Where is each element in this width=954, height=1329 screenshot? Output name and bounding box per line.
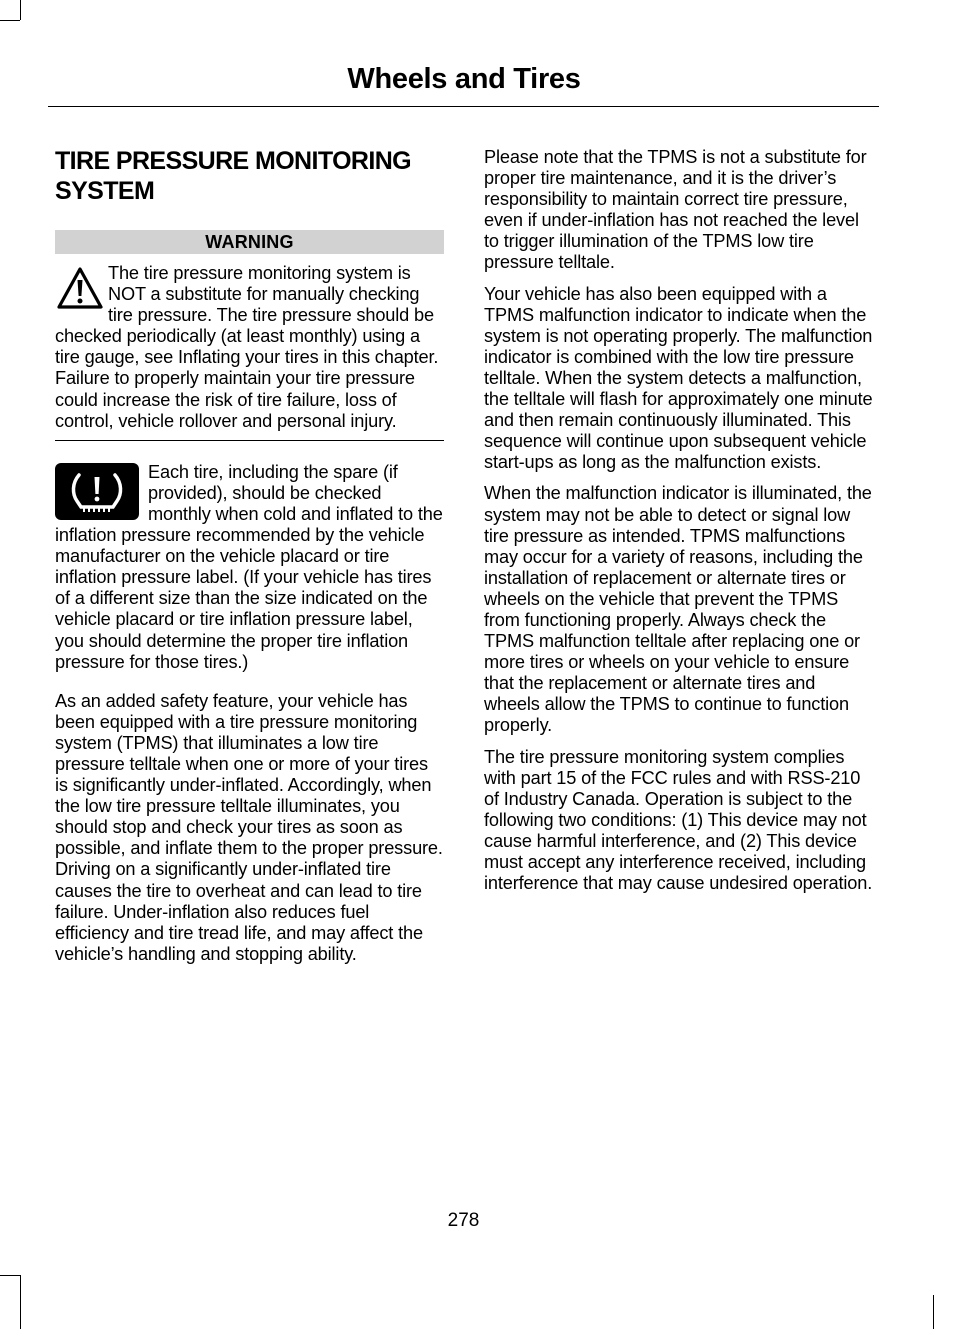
crop-mark-top-left-horizontal (0, 20, 20, 21)
paragraph: Please note that the TPMS is not a substitute for proper tire maintenance, and it is the driver’s responsibility to maintain correct tire pressure, even if under-inflation has not reached the level to trigger illumination of the TPMS low tire pressure telltale. (484, 147, 867, 273)
crop-mark-bottom-left-vertical (20, 1275, 21, 1329)
crop-mark-bottom-right-vertical (933, 1295, 934, 1329)
paragraph: When the malfunction indicator is illuminated, the system may not be able to detect or signal low tire pressure as intended. TPMS malfunctions may occur for a variety of reasons, including the installation of replacement or alternate tires or wheels on the vehicle that prevent the TPMS from functioning properly. Always check the TPMS malfunction telltale after replacing one or more tires or wheels on your vehicle to ensure that the replacement or alternate tires and wheels allow the TPMS to continue to function properly. (484, 483, 872, 736)
warning-divider (55, 440, 444, 441)
page-title: Wheels and Tires (347, 63, 581, 95)
warning-text: The tire pressure monitoring system is NOT a substitute for manually checking tire pressure. The tire pressure should be checked periodically (at least monthly) using a tire gauge, see Inflating your tires in this chapter. Failure to properly maintain your tire pressure could increase the risk of tire failure, loss of control, vehicle rollover and personal injury. (55, 263, 439, 431)
paragraph: Your vehicle has also been equipped with a TPMS malfunction indicator to indicate when the system is not operating properly. The malfunction indicator is combined with the low tire pressure telltale. When the system detects a malfunction, the telltale will flash for approximately one minute and then remain continuously illuminated. This sequence will continue upon subsequent vehicle start-ups as long as the malfunction exists. (484, 283, 873, 473)
crop-mark-bottom-left-horizontal (0, 1275, 20, 1276)
tpms-note (55, 462, 444, 673)
header-rule (48, 106, 879, 107)
crop-mark-top-left-vertical (20, 0, 21, 20)
section-heading: TIRE PRESSURE MONITORING SYSTEM (55, 147, 412, 205)
warning-block (55, 263, 444, 440)
right-column (484, 147, 874, 904)
paragraph: The tire pressure monitoring system complies with part 15 of the FCC rules and with RSS-210 of Industry Canada. Operation is subject to the following two conditions: (1) This device may not cause harmful interference, and (2) This device must accept any interference received, including interference that may cause undesired operation. (484, 746, 873, 894)
warning-label: WARNING (55, 230, 444, 254)
paragraph: As an added safety feature, your vehicle has been equipped with a tire pressure monitoring system (TPMS) that illuminates a low tire pressure telltale when one or more of your tires is significantly under-inflated. Accordingly, when the low tire pressure telltale illuminates, you should stop and check your tires as soon as possible, and inflate them to the proper pressure. Driving on a significantly under-inflated tire causes the tire to overheat and can lead to tire failure. Under-inflation also reduces fuel efficiency and tire tread life, and may affect the vehicle’s handling and stopping ability. (55, 690, 443, 964)
page-number: 278 (447, 1210, 480, 1231)
left-column (55, 146, 444, 982)
warning-triangle-icon (55, 265, 105, 311)
tpms-note-text: Each tire, including the spare (if provided), should be checked monthly when cold and inflated to the inflation pressure recommended by the vehicle manufacturer on the vehicle placard or tire inflation pressure label. (If your vehicle has tires of a different size than the size indicated on the vehicle placard or tire inflation pressure label, you should determine the proper tire inflation pressure for those tires.) (55, 461, 443, 672)
tpms-low-pressure-telltale-icon (55, 463, 139, 520)
